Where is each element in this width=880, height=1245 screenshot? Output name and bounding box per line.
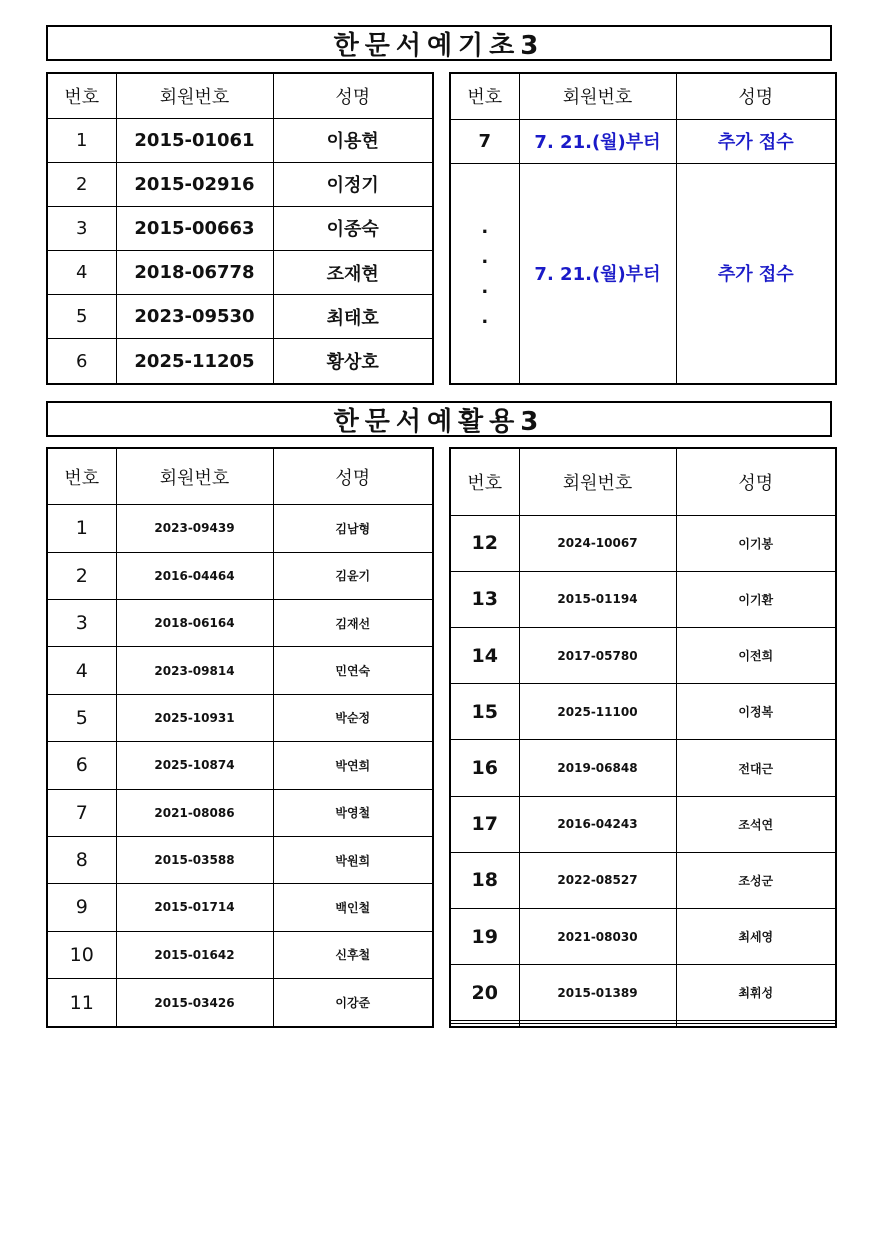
table-header-row [47, 73, 433, 118]
row-no: 1 [47, 505, 116, 552]
header-member: 회원번호 [519, 73, 676, 119]
row-no: 4 [47, 647, 116, 694]
row-member: 2025-11100 [519, 684, 676, 740]
table-row [47, 931, 433, 978]
row-name-notice: 추가 접수 [676, 119, 836, 163]
row-name: 백인철 [273, 884, 433, 931]
row-name: 이기봉 [676, 515, 836, 571]
row-member: 2023-09530 [116, 295, 273, 339]
merged-member-notice: 7. 21.(월)부터 [519, 163, 676, 384]
header-member: 회원번호 [519, 448, 676, 515]
table-row [47, 118, 433, 162]
table-row [47, 647, 433, 694]
header-name: 성명 [676, 73, 836, 119]
row-name: 김윤기 [273, 552, 433, 599]
row-name: 황상호 [273, 339, 433, 384]
row-no: 18 [450, 852, 519, 908]
row-no: 20 [450, 965, 519, 1021]
row-name: 전대근 [676, 740, 836, 796]
row-no: 13 [450, 571, 519, 627]
header-no: 번호 [450, 73, 519, 119]
table-row [450, 684, 836, 740]
row-no: 7 [450, 119, 519, 163]
row-no: 17 [450, 796, 519, 852]
row-name: 최태호 [273, 295, 433, 339]
row-name: 조성군 [676, 852, 836, 908]
row-no [450, 1023, 519, 1027]
row-no: 3 [47, 206, 116, 250]
row-no: 6 [47, 742, 116, 789]
row-no: 14 [450, 628, 519, 684]
row-member: 2021-08086 [116, 789, 273, 836]
row-name: 이정복 [676, 684, 836, 740]
row-member: 2015-02916 [116, 162, 273, 206]
row-name: 박영철 [273, 789, 433, 836]
row-member: 2019-06848 [519, 740, 676, 796]
dot: . [481, 277, 489, 299]
table-row-merged [450, 163, 836, 384]
section1-left-table [46, 72, 434, 385]
row-no: 19 [450, 908, 519, 964]
row-name [676, 1023, 836, 1027]
row-member: 2024-10067 [519, 515, 676, 571]
row-member: 2015-01061 [116, 118, 273, 162]
row-no: 16 [450, 740, 519, 796]
table-row [450, 796, 836, 852]
section2-title: 한문서예활용3 [46, 401, 832, 437]
row-member: 2021-08030 [519, 908, 676, 964]
table-row [450, 908, 836, 964]
row-name: 이용현 [273, 118, 433, 162]
row-member: 2015-01194 [519, 571, 676, 627]
header-no: 번호 [47, 448, 116, 505]
row-name: 최세영 [676, 908, 836, 964]
table-row [47, 836, 433, 883]
section1-right-table [449, 72, 837, 385]
row-member: 2015-01714 [116, 884, 273, 931]
row-member: 2015-01389 [519, 965, 676, 1021]
table-row [47, 339, 433, 384]
section1-title: 한문서예기초3 [46, 25, 832, 61]
row-no: 15 [450, 684, 519, 740]
dot: . [481, 307, 489, 329]
row-no: 4 [47, 251, 116, 295]
header-name: 성명 [676, 448, 836, 515]
row-name: 이종숙 [273, 206, 433, 250]
row-no: 10 [47, 931, 116, 978]
row-name: 최휘성 [676, 965, 836, 1021]
table-header-row [47, 448, 433, 505]
table-row [47, 884, 433, 931]
table-row [450, 119, 836, 163]
section2-left-table [46, 447, 434, 1028]
row-member: 2023-09439 [116, 505, 273, 552]
row-no: 12 [450, 515, 519, 571]
row-no: 1 [47, 118, 116, 162]
row-member: 2018-06778 [116, 251, 273, 295]
row-no: 2 [47, 552, 116, 599]
row-name: 김재선 [273, 599, 433, 646]
row-name: 박순정 [273, 694, 433, 741]
row-no: 2 [47, 162, 116, 206]
header-member: 회원번호 [116, 73, 273, 118]
row-member: 2023-09814 [116, 647, 273, 694]
row-member: 2025-10874 [116, 742, 273, 789]
table-row [450, 571, 836, 627]
row-name: 조재현 [273, 251, 433, 295]
row-member-notice: 7. 21.(월)부터 [519, 119, 676, 163]
header-name: 성명 [273, 448, 433, 505]
row-name: 조석연 [676, 796, 836, 852]
table-row [47, 742, 433, 789]
table-row [47, 206, 433, 250]
table-row [450, 965, 836, 1021]
row-member: 2025-10931 [116, 694, 273, 741]
row-name: 이정기 [273, 162, 433, 206]
table-row [450, 628, 836, 684]
row-no: 11 [47, 979, 116, 1027]
dot: . [481, 247, 489, 269]
row-member: 2018-06164 [116, 599, 273, 646]
row-name: 신후철 [273, 931, 433, 978]
table-row [47, 251, 433, 295]
continuation-dots [450, 163, 519, 384]
table-row [47, 552, 433, 599]
table-row [47, 162, 433, 206]
table-row [450, 852, 836, 908]
row-member: 2015-03588 [116, 836, 273, 883]
header-no: 번호 [47, 73, 116, 118]
row-name: 이기환 [676, 571, 836, 627]
table-row [47, 295, 433, 339]
row-no: 9 [47, 884, 116, 931]
section2-right-table [449, 447, 837, 1028]
row-no: 6 [47, 339, 116, 384]
header-member: 회원번호 [116, 448, 273, 505]
table-row [47, 694, 433, 741]
header-no: 번호 [450, 448, 519, 515]
row-member: 2015-01642 [116, 931, 273, 978]
merged-name-notice: 추가 접수 [676, 163, 836, 384]
row-no: 7 [47, 789, 116, 836]
row-name: 민연숙 [273, 647, 433, 694]
table-row [47, 789, 433, 836]
row-member: 2015-00663 [116, 206, 273, 250]
table-row [47, 505, 433, 552]
table-row [450, 740, 836, 796]
table-row [47, 599, 433, 646]
row-name: 김남형 [273, 505, 433, 552]
row-name: 이전희 [676, 628, 836, 684]
row-name: 박원희 [273, 836, 433, 883]
row-member: 2015-03426 [116, 979, 273, 1027]
row-member: 2016-04464 [116, 552, 273, 599]
row-member: 2016-04243 [519, 796, 676, 852]
row-name: 이강준 [273, 979, 433, 1027]
row-member [519, 1023, 676, 1027]
header-name: 성명 [273, 73, 433, 118]
row-no: 3 [47, 599, 116, 646]
row-no: 5 [47, 295, 116, 339]
row-no: 5 [47, 694, 116, 741]
table-header-row [450, 73, 836, 119]
table-header-row [450, 448, 836, 515]
row-member: 2017-05780 [519, 628, 676, 684]
table-row [47, 979, 433, 1027]
dot: . [481, 217, 489, 239]
row-member: 2022-08527 [519, 852, 676, 908]
table-row-empty [450, 1023, 836, 1027]
row-name: 박연희 [273, 742, 433, 789]
row-member: 2025-11205 [116, 339, 273, 384]
row-no: 8 [47, 836, 116, 883]
table-row [450, 515, 836, 571]
